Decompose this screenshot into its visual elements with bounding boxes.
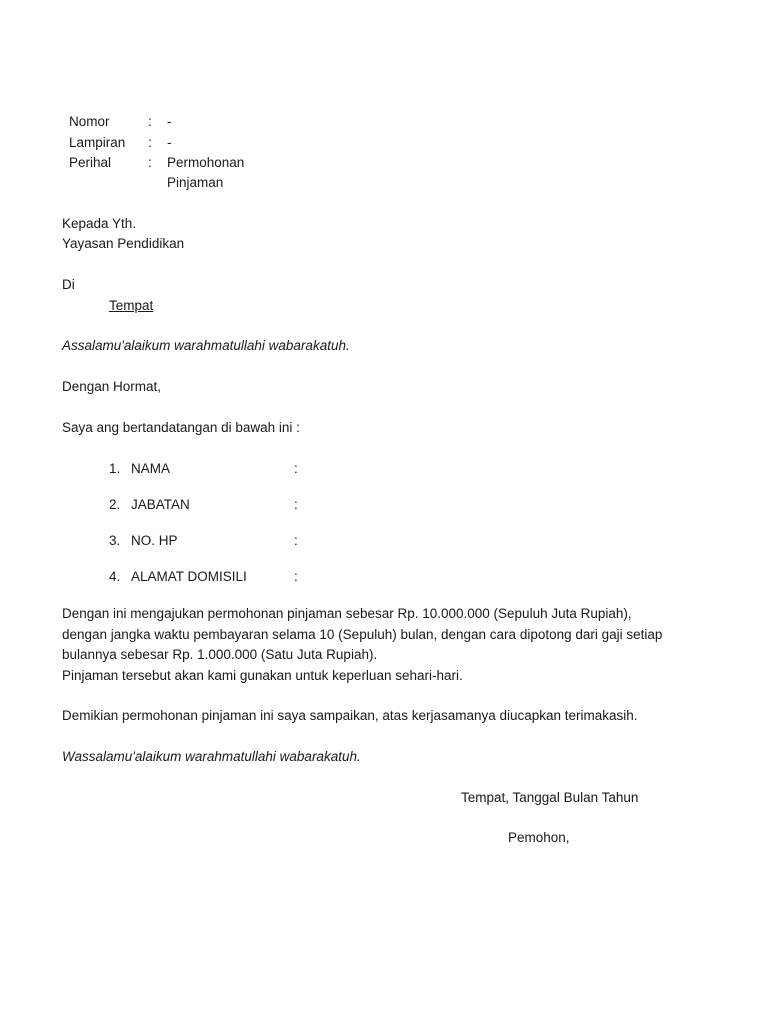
field-label-no-hp: NO. HP <box>131 533 178 548</box>
intro-line: Saya ang bertandatangan di bawah ini : <box>62 420 300 435</box>
salutation: Dengan Hormat, <box>62 379 162 394</box>
field-label-alamat: ALAMAT DOMISILI <box>131 569 247 584</box>
body-line: Pinjaman tersebut akan kami gunakan untuk keperluan sehari-hari. <box>62 667 463 683</box>
field-number: 4. <box>109 569 121 584</box>
farewell: Wassalamu'alaikum warahmatullahi wabarakatuh. <box>62 749 361 764</box>
recipient-line2: Yayasan Pendidikan <box>62 236 185 251</box>
lampiran-value: - <box>167 135 172 150</box>
lampiran-colon: : <box>148 135 152 150</box>
body-line: Dengan ini mengajukan permohonan pinjaman sebesar Rp. 10.000.000 (Sepuluh Juta Rupiah), <box>62 606 632 621</box>
field-label-jabatan: JABATAN <box>131 497 190 512</box>
perihal-colon: : <box>148 155 152 170</box>
field-number: 3. <box>109 533 121 548</box>
field-number: 2. <box>109 497 121 512</box>
field-number: 1. <box>109 461 121 476</box>
closing-line: Demikian permohonan pinjaman ini saya sampaikan, atas kerjasamanya diucapkan terimakasih. <box>62 708 638 723</box>
nomor-value: - <box>167 114 172 129</box>
signature-place-date: Tempat, Tanggal Bulan Tahun <box>461 790 639 805</box>
perihal-label: Perihal <box>69 155 112 170</box>
perihal-value-line2: Pinjaman <box>167 175 224 190</box>
body-line: bulannya sebesar Rp. 1.000.000 (Satu Juta Rupiah). <box>62 647 378 662</box>
field-colon: : <box>294 533 298 548</box>
field-colon: : <box>294 461 298 476</box>
recipient-line1: Kepada Yth. <box>62 216 137 231</box>
lampiran-label: Lampiran <box>69 135 126 150</box>
body-paragraph <box>62 604 712 686</box>
signature-role: Pemohon, <box>508 830 570 845</box>
recipient-di: Di <box>62 277 75 292</box>
field-label-nama: NAMA <box>131 461 171 476</box>
perihal-value-line1: Permohonan <box>167 155 245 170</box>
field-colon: : <box>294 497 298 512</box>
recipient-place: Tempat <box>109 298 154 313</box>
nomor-colon: : <box>148 114 152 129</box>
greeting: Assalamu'alaikum warahmatullahi wabarakatuh. <box>62 338 350 353</box>
nomor-label: Nomor <box>69 114 110 129</box>
field-colon: : <box>294 569 298 584</box>
body-line: dengan jangka waktu pembayaran selama 10 (Sepuluh) bulan, dengan cara dipotong dari gaji setiap <box>62 626 663 642</box>
